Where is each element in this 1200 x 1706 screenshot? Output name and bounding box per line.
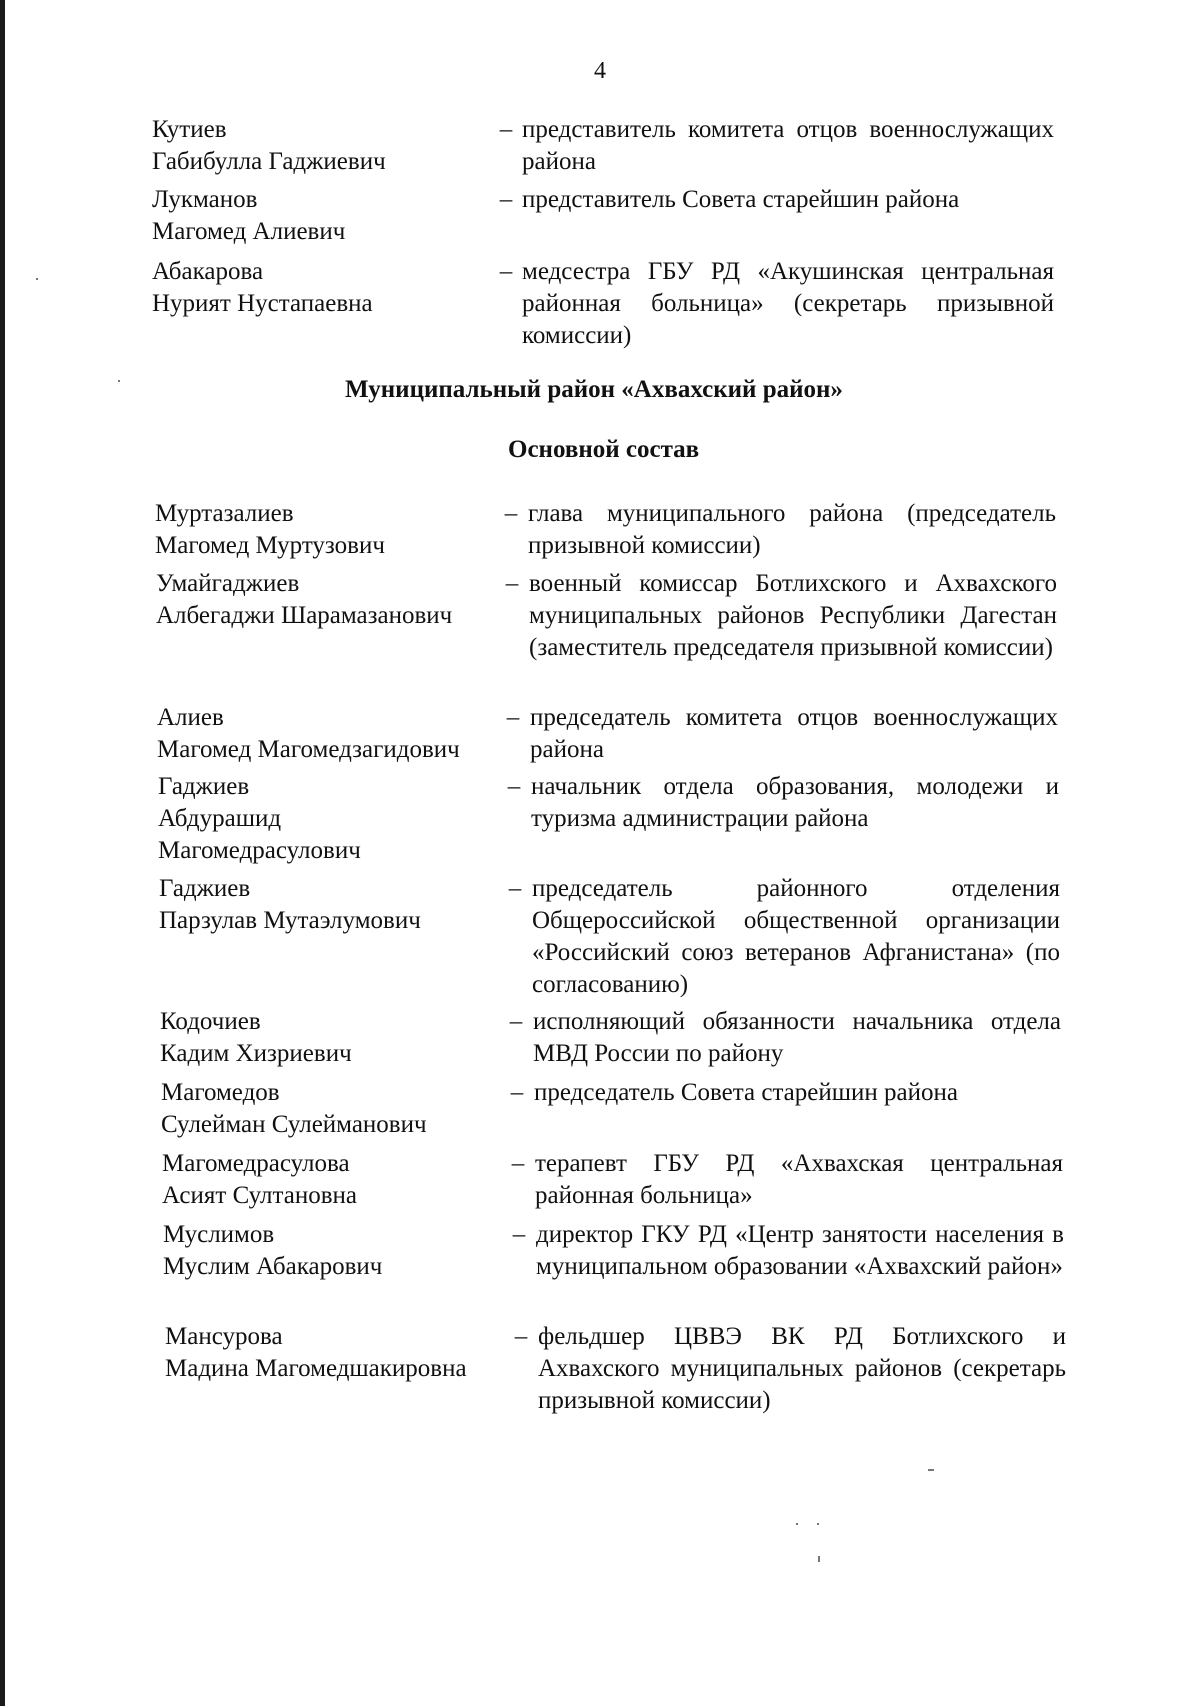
scan-speck <box>118 380 120 382</box>
member-name <box>162 1148 542 1212</box>
dash: – <box>499 258 513 285</box>
member-name-line: Албегаджи Шарамазанович <box>156 602 453 629</box>
dash: – <box>508 875 522 902</box>
member-name-line: Мадина Магомедшакировна <box>165 1355 467 1382</box>
member-name <box>163 1219 543 1283</box>
scan-speck <box>818 1556 820 1562</box>
member-role: военный комиссар Ботлихского и Ахвахского муниципальных районов Республики Дагестан (заместитель председателя призывной комиссии) <box>529 570 1057 661</box>
member-role: начальник отдела образования, молодежи и туризма администрации района <box>531 773 1059 832</box>
dash: – <box>506 704 520 731</box>
member-name-line: Магомедрасулович <box>158 837 361 864</box>
member-role: представитель Совета старейшин района <box>522 186 960 213</box>
member-given-names: Нурият Нустапаевна <box>152 290 373 317</box>
dash: – <box>499 186 513 213</box>
scan-speck <box>817 1523 819 1525</box>
member-surname: Кутиев <box>152 116 227 143</box>
member-name <box>155 498 535 562</box>
member-name-line: Кадим Хизриевич <box>160 1040 352 1067</box>
member-name <box>152 256 532 320</box>
member-role: терапевт ГБУ РД «Ахвахская центральная районная больница» <box>535 1150 1063 1209</box>
page-number: 4 <box>594 58 606 84</box>
member-role: председатель комитета отцов военнослужащих района <box>530 704 1058 763</box>
member-role: председатель районного отделения Общероссийской общественной организации «Российский союз ветеранов Афганистана» (по согласованию) <box>532 875 1060 998</box>
member-name-line: Магомедов <box>161 1079 280 1106</box>
dash: – <box>505 570 519 597</box>
member-name <box>160 1006 540 1070</box>
member-name-line: Парзулав Мутаэлумович <box>159 907 421 934</box>
member-name-line: Мансурова <box>165 1323 283 1350</box>
district-title: Муниципальный район «Ахвахский район» <box>345 376 843 403</box>
dash: – <box>504 500 518 527</box>
dash: – <box>510 1079 524 1106</box>
member-name-line: Кодочиев <box>160 1008 261 1035</box>
member-name-line: Асият Султановна <box>162 1182 357 1209</box>
member-name-line: Гаджиев <box>159 875 251 902</box>
member-name <box>152 114 532 178</box>
scan-left-edge <box>0 0 5 1706</box>
dash: – <box>514 1323 528 1350</box>
dash: – <box>507 773 521 800</box>
member-surname: Абакарова <box>152 258 264 285</box>
member-role: председатель Совета старейшин района <box>534 1079 958 1106</box>
member-name <box>158 771 538 867</box>
member-name <box>159 873 539 937</box>
member-name-line: Алиев <box>157 704 224 731</box>
member-name-line: Магомед Муртузович <box>155 532 385 559</box>
member-role: исполняющий обязанности начальника отдела МВД России по району <box>533 1008 1061 1067</box>
dash: – <box>511 1150 525 1177</box>
member-role: медсестра ГБУ РД «Акушинская центральная районная больница» (секретарь призывной комиссии) <box>522 258 1054 349</box>
member-role: глава муниципального района (председатель призывной комиссии) <box>528 500 1056 559</box>
member-given-names: Магомед Алиевич <box>152 218 346 245</box>
member-name <box>165 1321 545 1385</box>
member-name-line: Муслим Абакарович <box>163 1253 383 1280</box>
member-role: директор ГКУ РД «Центр занятости населения в муниципальном образовании «Ахвахский район» <box>536 1221 1064 1280</box>
dash: – <box>509 1008 523 1035</box>
member-surname: Лукманов <box>152 186 258 213</box>
member-role: представитель комитета отцов военнослужащих района <box>522 116 1054 175</box>
member-name <box>152 184 532 248</box>
member-role: фельдшер ЦВВЭ ВК РД Ботлихского и Ахвахского муниципальных районов (секретарь призывной комиссии) <box>538 1323 1066 1414</box>
member-name-line: Сулейман Сулейманович <box>161 1111 427 1138</box>
member-given-names: Габибулла Гаджиевич <box>152 148 386 175</box>
member-name-line: Умайгаджиев <box>156 570 300 597</box>
member-name-line: Гаджиев <box>158 773 250 800</box>
dash: – <box>512 1221 526 1248</box>
subsection-title: Основной состав <box>508 436 700 463</box>
member-name <box>161 1077 541 1141</box>
member-name-line: Магомедрасулова <box>162 1150 350 1177</box>
member-name-line: Муртазалиев <box>155 500 294 527</box>
scan-speck <box>796 1523 798 1525</box>
scan-speck <box>928 1469 934 1471</box>
member-name-line: Магомед Магомедзагидович <box>157 736 460 763</box>
member-name <box>156 568 536 632</box>
member-name-line: Муслимов <box>163 1221 275 1248</box>
member-name-line: Абдурашид <box>158 805 282 832</box>
member-name <box>157 702 537 766</box>
scan-speck <box>36 278 38 280</box>
dash: – <box>499 116 513 143</box>
